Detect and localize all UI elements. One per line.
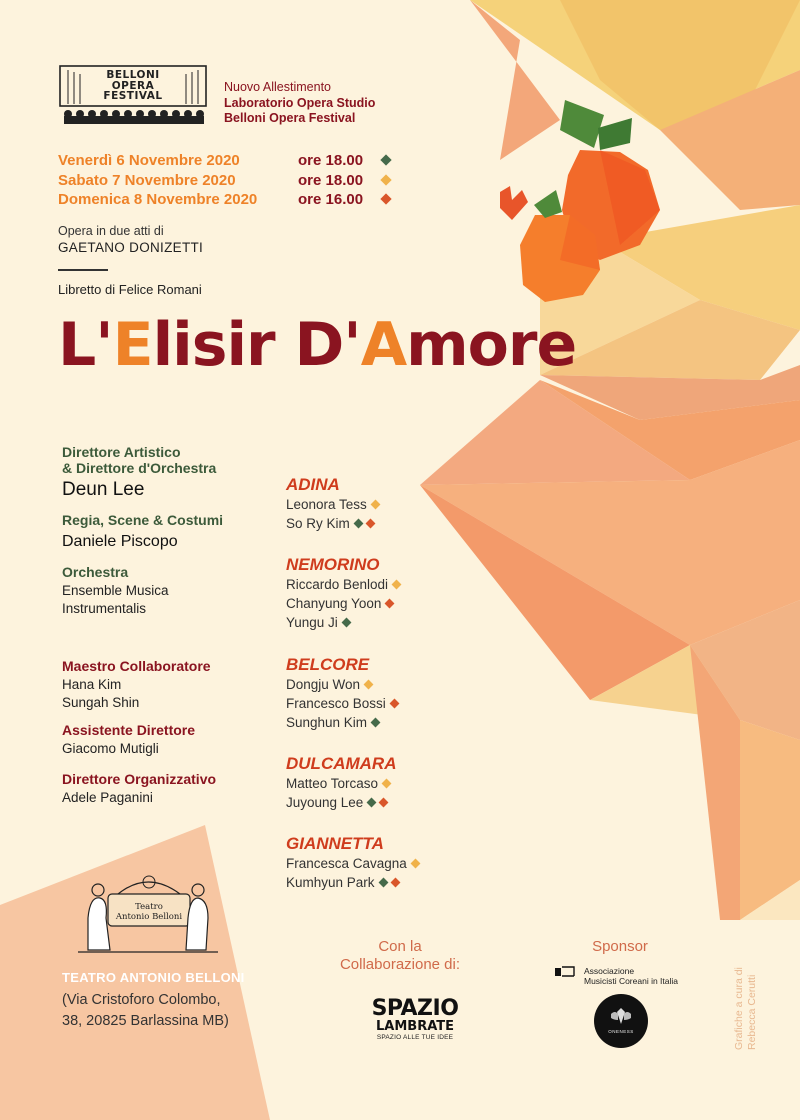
singer-name: Juyoung Lee (286, 795, 364, 810)
role-name: BELCORE (286, 655, 370, 674)
credit-line: Grafiche a cura di (733, 967, 745, 1050)
singer-name: Francesca Cavagna (286, 856, 407, 871)
venue-name: TEATRO ANTONIO BELLONI (62, 970, 245, 985)
crew-name: Deun Lee (62, 479, 145, 500)
crew-name: Instrumentalis (62, 601, 147, 616)
libretto-credit: Libretto di Felice Romani (58, 282, 202, 297)
crew-label: Maestro Collaboratore (62, 658, 211, 674)
crew-name: Sungah Shin (62, 695, 140, 710)
green-diamond-icon (371, 718, 381, 728)
title-part: L' (58, 310, 113, 380)
singer-name: Kumhyun Park (286, 875, 375, 890)
singer-row (286, 514, 379, 533)
singer-row (286, 854, 419, 873)
date-text: Sabato 7 Novembre 2020 (58, 171, 236, 189)
intro-line: Laboratorio Opera Studio (224, 95, 376, 110)
crew-name: Ensemble Musica (62, 583, 169, 598)
logo-line: SPAZIO ALLE TUE IDEE (376, 1034, 454, 1041)
crew-name: Giacomo Mutigli (62, 741, 159, 756)
intro-line: Nuovo Allestimento (224, 80, 332, 94)
crew-name: Adele Paganini (62, 790, 153, 805)
logo-line: SPAZIO (371, 996, 459, 1021)
time-text: ore 16.00 (298, 191, 364, 208)
heart-shape (500, 186, 528, 220)
festival-logo (58, 64, 208, 126)
title-part: more (406, 310, 577, 380)
leaf-shape (534, 190, 562, 218)
collab-line: Collaborazione di: (339, 956, 461, 973)
crest-icon (609, 1006, 633, 1026)
orange-diamond-icon (364, 680, 374, 690)
leaf-shape (560, 100, 604, 148)
logo-line: FESTIVAL (103, 90, 163, 102)
singer-row (286, 675, 398, 694)
intro-line: Belloni Opera Festival (224, 111, 356, 125)
assoc-line: Musicisti Coreani in Italia (584, 976, 679, 986)
singer-name: Yungu Ji (286, 615, 338, 630)
singer-row (286, 575, 400, 594)
singer-row (286, 613, 400, 632)
singer-row (286, 694, 398, 713)
time-text: ore 18.00 (298, 171, 364, 189)
opera-subtitle: Opera in due atti di (58, 224, 164, 238)
collaboration-label (300, 938, 500, 974)
divider (58, 269, 108, 271)
intro-text (224, 80, 375, 127)
role-name: NEMORINO (286, 555, 380, 574)
opera-title (58, 310, 576, 380)
time-text: ore 18.00 (298, 152, 364, 169)
logo-line: OPERA (111, 79, 155, 92)
crew-label: Orchestra (62, 564, 129, 580)
orange-diamond-icon (392, 580, 402, 590)
date-text: Domenica 8 Novembre 2020 (58, 191, 258, 208)
leaf-shape (598, 118, 632, 150)
orange-diamond-icon (410, 859, 420, 869)
venue-address (62, 990, 229, 1032)
music-note-icon (554, 966, 576, 978)
address-line: 38, 20825 Barlassina MB) (62, 1013, 229, 1029)
role-name: DULCAMARA (286, 754, 397, 773)
singer-row (286, 793, 396, 812)
green-diamond-icon (341, 618, 351, 628)
singer-name: Francesco Bossi (286, 696, 386, 711)
red-diamond-icon (389, 699, 399, 709)
green-diamond-icon (353, 519, 363, 529)
crew-label: Regia, Scene & Costumi (62, 512, 224, 528)
singer-row (286, 713, 398, 732)
singer-name: Chanyung Yoon (286, 596, 382, 611)
role-name: GIANNETTA (286, 834, 384, 853)
title-part: A (360, 310, 407, 380)
credit-line: Rebecca Cerutti (746, 974, 758, 1050)
graphic-credits (733, 967, 773, 1050)
crew-label: Direttore Organizzativo (62, 771, 217, 787)
logo-line: Antonio Belloni (115, 912, 183, 922)
crew-label: Assistente Direttore (62, 722, 196, 738)
singer-row (286, 774, 396, 793)
teatro-logo-text (114, 902, 184, 922)
crew-label: Direttore Artistico (62, 444, 181, 460)
cast-block-giannetta (286, 834, 419, 892)
orange-diamond-icon (382, 779, 392, 789)
singer-name: Riccardo Benlodi (286, 577, 389, 592)
oneness-logo (594, 994, 648, 1048)
composer-name: GAETANO DONIZETTI (58, 240, 204, 255)
oneness-text: ONENESS (608, 1029, 634, 1034)
logo-line: Teatro (135, 902, 163, 912)
crew-block-regia (62, 512, 223, 551)
title-part: E (112, 310, 153, 380)
crew-name: Daniele Piscopo (62, 533, 178, 550)
singer-row (286, 594, 400, 613)
teatro-logo (58, 868, 238, 956)
title-part: lisir D' (152, 310, 361, 380)
red-diamond-icon (390, 878, 400, 888)
singer-name: Sunghun Kim (286, 715, 368, 730)
date-text: Venerdì 6 Novembre 2020 (58, 152, 240, 169)
spazio-lambrate-logo (360, 998, 470, 1041)
role-name: ADINA (286, 475, 340, 494)
singer-row (286, 873, 419, 892)
red-diamond-icon (365, 519, 375, 529)
orange-diamond-icon (370, 500, 380, 510)
crew-block-organizzativo (62, 771, 216, 807)
cast-block-belcore (286, 655, 398, 732)
collab-line: Con la (378, 938, 422, 955)
crew-block-orchestra (62, 564, 169, 618)
green-diamond-icon (378, 878, 388, 888)
singer-name: Leonora Tess (286, 497, 367, 512)
cast-block-nemorino (286, 555, 400, 632)
festival-logo-text (58, 70, 208, 102)
singer-row (286, 495, 379, 514)
crew-block-assistente (62, 722, 195, 758)
red-diamond-icon (379, 798, 389, 808)
crew-block-maestro (62, 658, 211, 712)
singer-name: Matteo Torcaso (286, 776, 379, 791)
cast-block-adina (286, 475, 379, 533)
crew-block-artistic (62, 444, 216, 501)
singer-name: Dongju Won (286, 677, 361, 692)
crew-name: Hana Kim (62, 677, 122, 692)
cast-block-dulcamara (286, 754, 396, 812)
singer-name: So Ry Kim (286, 516, 350, 531)
logo-line: BELLONI (106, 69, 160, 81)
crew-label: & Direttore d'Orchestra (62, 460, 217, 476)
sponsor-label: Sponsor (592, 938, 648, 955)
red-diamond-icon (385, 599, 395, 609)
address-line: (Via Cristoforo Colombo, (62, 992, 221, 1008)
association-logo (584, 966, 678, 986)
logo-line: LAMBRATE (376, 1019, 454, 1034)
green-diamond-icon (367, 798, 377, 808)
assoc-line: Associazione (584, 966, 635, 976)
